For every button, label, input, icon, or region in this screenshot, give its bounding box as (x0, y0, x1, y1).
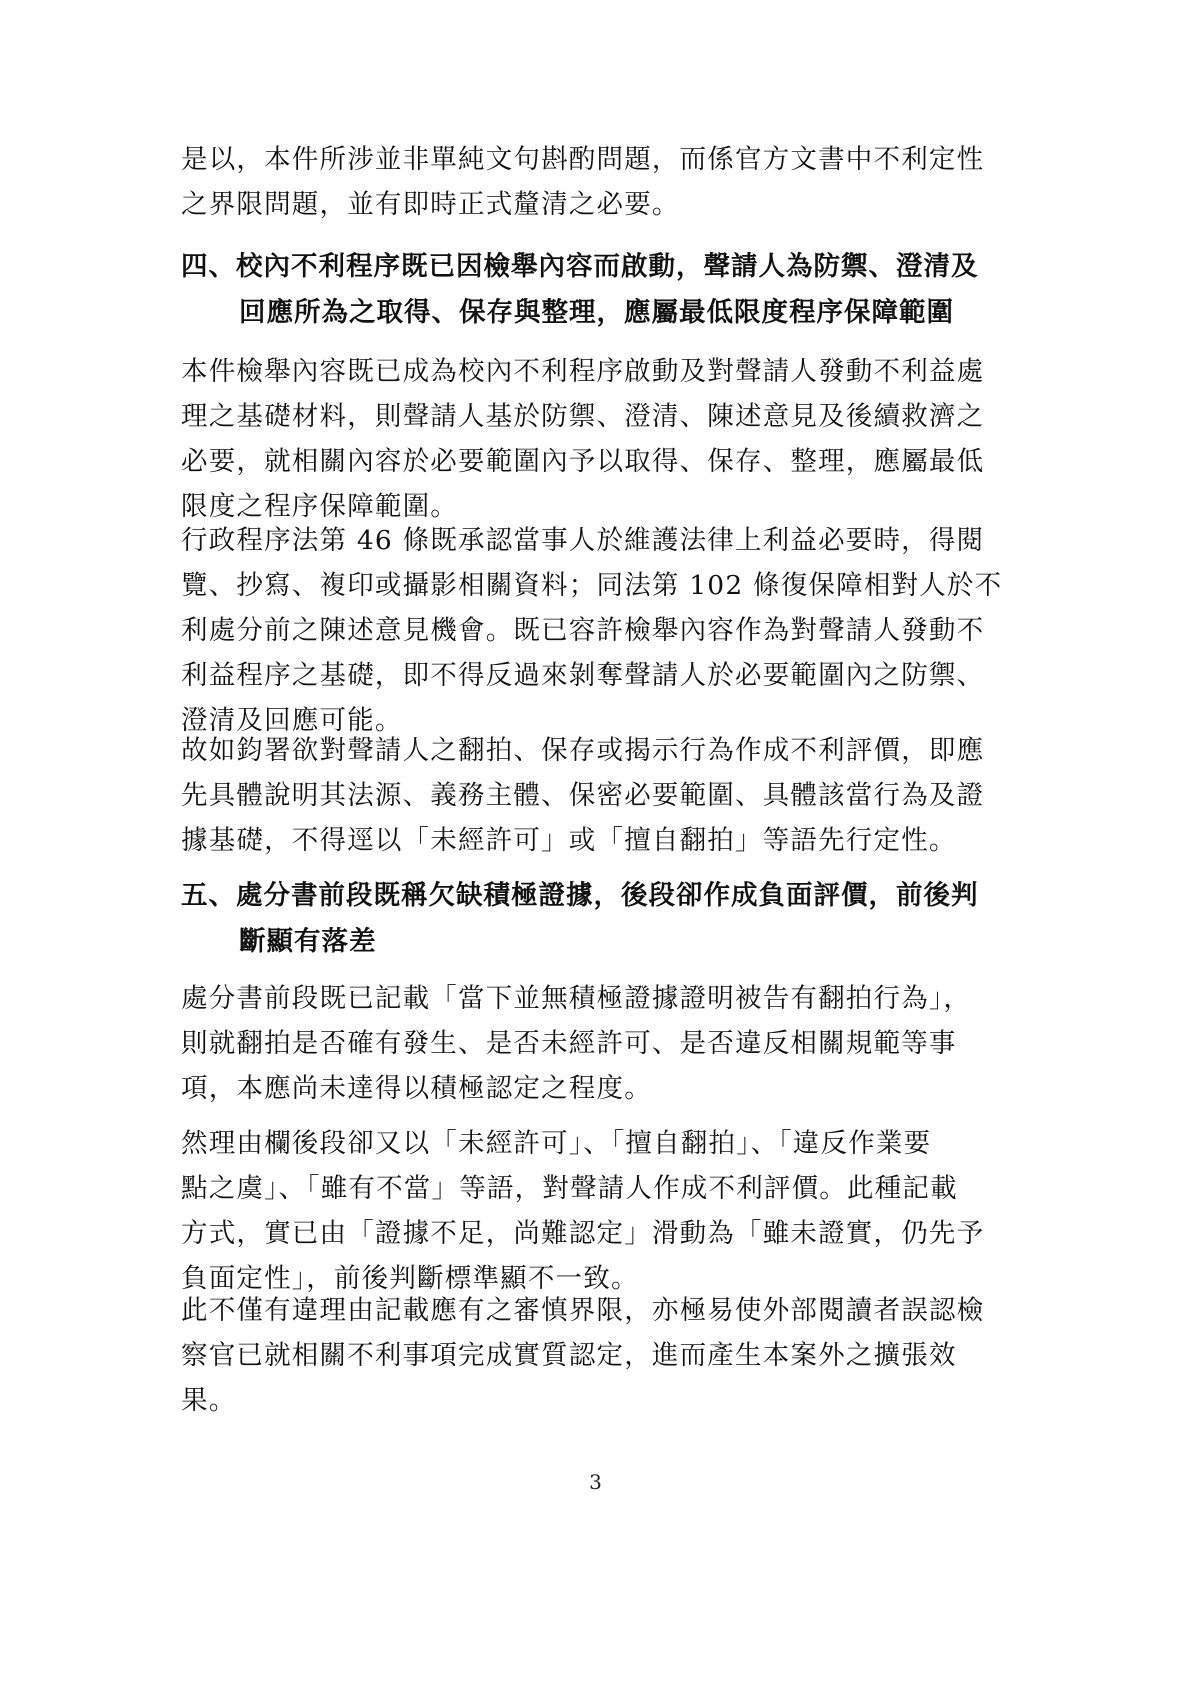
text-line: 澄清及回應可能。 (181, 705, 403, 736)
page-number: 3 (589, 1470, 602, 1494)
text-line: 方式，實已由「證據不足，尚難認定」滑動為「雖未證實，仍先予 (181, 1218, 985, 1249)
text-line: 之界限問題，並有即時正式釐清之必要。 (181, 189, 680, 220)
text-line: 察官已就相關不利事項完成實質認定，進而產生本案外之擴張效 (181, 1340, 957, 1371)
section-5-paragraph-3 (181, 1288, 1013, 1423)
text-line: 限度之程序保障範圍。 (181, 491, 458, 522)
text-line: 本件檢舉內容既已成為校內不利程序啟動及對聲請人發動不利益處 (181, 356, 985, 387)
text-line: 利處分前之陳述意見機會。既已容許檢舉內容作為對聲請人發動不 (181, 615, 985, 646)
text-line: 點之虞」、「雖有不當」等語，對聲請人作成不利評價。此種記載 (181, 1173, 958, 1204)
text-line: 則就翻拍是否確有發生、是否未經許可、是否違反相關規範等事 (181, 1028, 957, 1059)
text-line: 必要，就相關內容於必要範圍內予以取得、保存、整理，應屬最低 (181, 446, 985, 477)
text-line: 行政程序法第 46 條既承認當事人於維護法律上利益必要時，得閱 (181, 525, 985, 556)
text-line: 利益程序之基礎，即不得反過來剝奪聲請人於必要範圍內之防禦、 (181, 660, 985, 691)
section-4-paragraph-3 (181, 728, 1013, 863)
section-4-paragraph-2 (181, 518, 1013, 743)
text-line: 先具體說明其法源、義務主體、保密必要範圍、具體該當行為及證 (181, 780, 985, 811)
section-5-heading (181, 873, 1013, 965)
text-line: 是以，本件所涉並非單純文句斟酌問題，而係官方文書中不利定性 (181, 144, 985, 175)
text-line: 項，本應尚未達得以積極認定之程度。 (181, 1073, 652, 1104)
text-line: 果。 (181, 1385, 237, 1416)
intro-paragraph (181, 137, 1013, 227)
text-line: 然理由欄後段卻又以「未經許可」、「擅自翻拍」、「違反作業要 (181, 1128, 932, 1159)
text-line: 理之基礎材料，則聲請人基於防禦、澄清、陳述意見及後續救濟之 (181, 401, 985, 432)
heading-line: 五、處分書前段既稱欠缺積極證據，後段卻作成負面評價，前後判 (181, 880, 979, 911)
section-5-paragraph-1 (181, 976, 1013, 1111)
heading-line: 四、校內不利程序既已因檢舉內容而啟動，聲請人為防禦、澄清及 (181, 251, 979, 282)
text-line: 此不僅有違理由記載應有之審慎界限，亦極易使外部閱讀者誤認檢 (181, 1295, 985, 1326)
text-line: 故如鈞署欲對聲請人之翻拍、保存或揭示行為作成不利評價，即應 (181, 735, 985, 766)
text-line: 據基礎，不得逕以「未經許可」或「擅自翻拍」等語先行定性。 (181, 825, 957, 856)
heading-line: 回應所為之取得、保存與整理，應屬最低限度程序保障範圍 (239, 297, 954, 328)
text-line: 覽、抄寫、複印或攝影相關資料；同法第 102 條復保障相對人於不 (181, 570, 1003, 601)
section-4-paragraph-1 (181, 349, 1013, 529)
text-line: 處分書前段既已記載「當下並無積極證據證明被告有翻拍行為」， (181, 983, 972, 1014)
heading-line: 斷顯有落差 (239, 926, 377, 957)
section-5-paragraph-2 (181, 1121, 1013, 1301)
text-line: 負面定性」，前後判斷標準顯不一致。 (181, 1263, 639, 1294)
section-4-heading (181, 244, 1013, 336)
